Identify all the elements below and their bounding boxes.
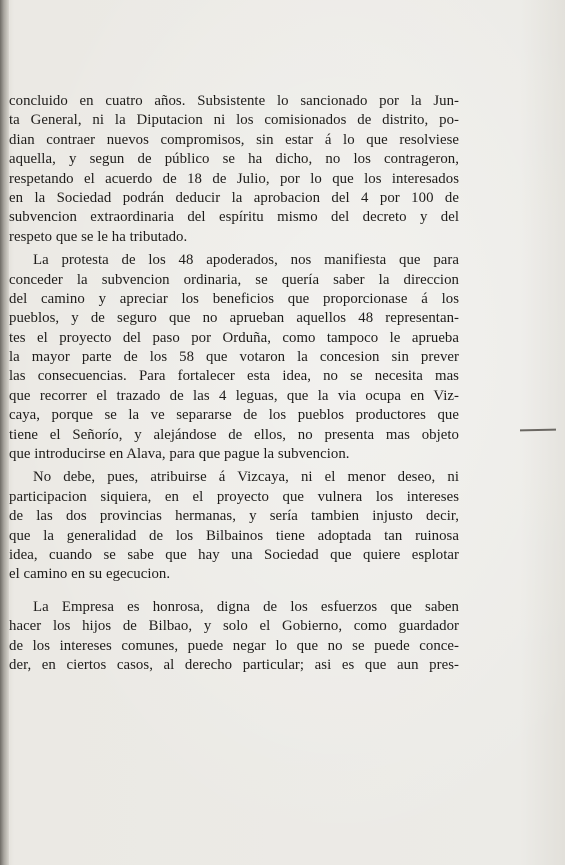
text-line: hacer los hijos de Bilbao, y solo el Gobierno, como guardador (9, 618, 459, 635)
text-line: respeto que se le ha tributado. (9, 228, 188, 245)
text-line: subvencion extraordinaria del espíritu mismo del decreto y del (9, 209, 459, 226)
text-line: idea, cuando se sabe que hay una Sociedad que quiere esplotar (9, 546, 459, 563)
text-line: de las dos provincias hermanas, y sería tambien injusto decir, (9, 508, 459, 525)
text-line: concluido en cuatro años. Subsistente lo sancionado por la Jun- (9, 93, 459, 109)
text-line: de los intereses comunes, puede negar lo que no se puede conce- (9, 637, 459, 654)
text-line: del camino y apreciar los beneficios que proporcionase á los (9, 290, 459, 307)
text-line: pueblos, y de seguro que no aprueban aquellos 48 representan- (9, 310, 459, 327)
text-line: ta General, ni la Diputacion ni los comisionados de distrito, po- (9, 112, 459, 129)
text-line: aquella, y segun de público se ha dicho, no los contrageron, (9, 151, 459, 168)
text-line: que introducirse en Alava, para que pague la subvencion. (9, 446, 350, 463)
paragraph-gap (9, 585, 459, 598)
document-body (9, 92, 459, 675)
text-line: No debe, pues, atribuirse á Vizcaya, ni el menor deseo, ni (33, 469, 459, 486)
text-line: conceder la subvencion ordinaria, se quería saber la direccion (9, 271, 459, 288)
text-line: participacion siquiera, en el proyecto que vulnera los intereses (9, 488, 459, 505)
text-line: que la generalidad de los Bilbainos tiene adoptada tan ruinosa (9, 527, 459, 544)
text-line: tes el proyecto del paso por Orduña, como tampoco le aprueba (9, 329, 459, 346)
text-line: dian contraer nuevos compromisos, sin estar á lo que resolviese (9, 131, 459, 148)
paragraph-2 (9, 251, 459, 464)
text-line: La Empresa es honrosa, digna de los esfuerzos que saben (33, 598, 459, 615)
text-line: en la Sociedad podrán deducir la aprobacion del 4 por 100 de (9, 189, 459, 206)
text-line: el camino en su egecucion. (9, 566, 171, 583)
paragraph-1 (9, 92, 459, 247)
text-line: der, en ciertos casos, al derecho particular; asi es que aun pres- (9, 656, 459, 673)
text-line: tiene el Señorío, y alejándose de ellos, no presenta mas objeto (9, 426, 459, 443)
text-line: las consecuencias. Para fortalecer esta idea, no se necesita mas (9, 368, 459, 385)
text-line: La protesta de los 48 apoderados, nos manifiesta que para (33, 252, 459, 269)
text-line: caya, porque se la ve separarse de los pueblos productores que (9, 407, 459, 424)
text-line: respetando el acuerdo de 18 de Julio, por lo que los interesados (9, 170, 459, 187)
text-line: que recorrer el trazado de las 4 leguas, que la via ocupa en Viz- (9, 387, 459, 404)
paragraph-4 (9, 598, 459, 676)
text-line: la mayor parte de los 58 que votaron la concesion sin prever (9, 349, 459, 366)
paragraph-3 (9, 468, 459, 584)
margin-pencil-mark (520, 429, 556, 432)
page-binding-edge (0, 0, 9, 865)
